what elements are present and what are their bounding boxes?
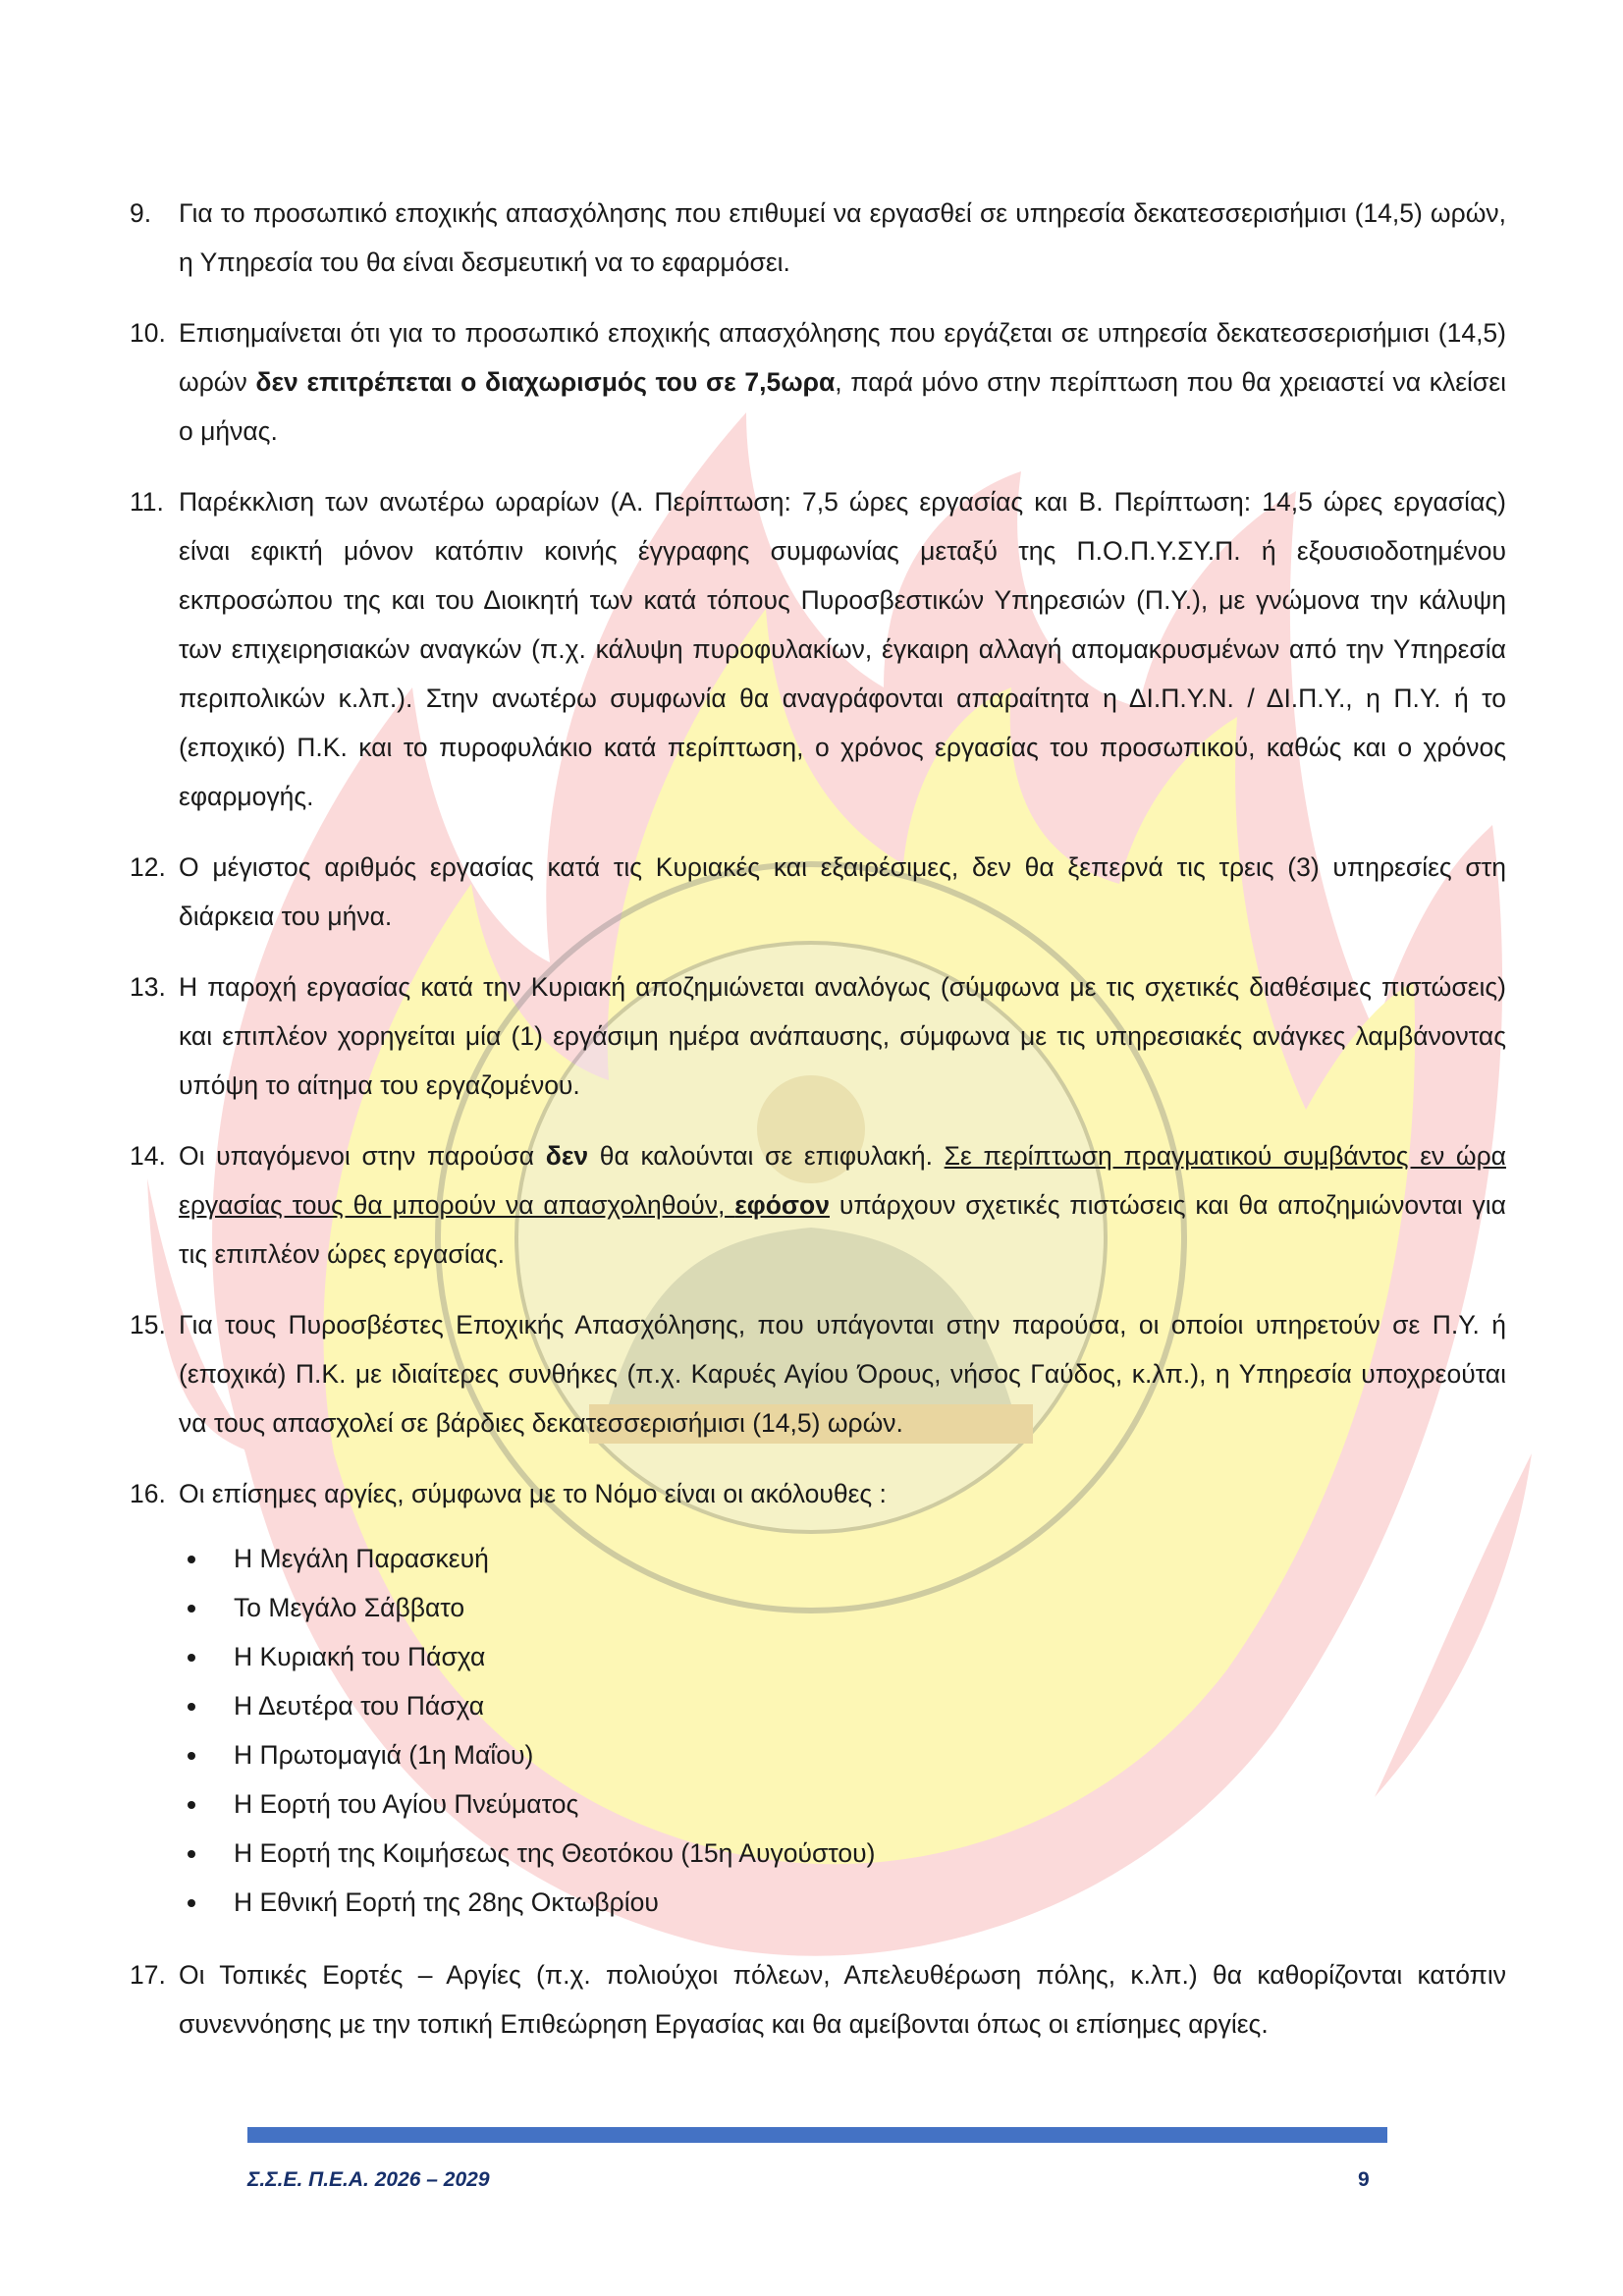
item-bold-text: δεν [545, 1141, 589, 1171]
item-number: 14. [130, 1141, 166, 1171]
item-number: 15. [130, 1310, 166, 1339]
item-text: Οι Τοπικές Εορτές – Αργίες (π.χ. πολιούχοι πόλεων, Απελευθέρωση πόλης, κ.λπ.) θα καθορίζονται κατόπιν συνεννόησης με την τοπική Επιθεώρηση Εργασίας και θα αμείβονται όπως οι επίσημες αργίες. [179, 1960, 1506, 2039]
item-text: Παρέκκλιση των ανωτέρω ωραρίων (Α. Περίπτωση: 7,5 ώρες εργασίας και Β. Περίπτωση: 14,5 ώρες εργασίας) είναι εφικτή μόνον κατόπιν κοινής έγγραφης συμφωνίας μεταξύ της Π.Ο.Π.Υ.ΣΥ.Π. ή εξουσιοδοτημένου εκπροσώπου της και του Διοικητή των κατά τόπους Πυροσβεστικών Υπηρεσιών (Π.Υ.), με γνώμονα την κάλυψη των επιχειρησιακών αναγκών (π.χ. κάλυψη πυροφυλακίων, έγκαιρη αλλαγή απομακρυσμένων από την Υπηρεσία περιπολικών κ.λπ.). Στην ανωτέρω συμφωνία θα αναγράφονται απαραίτητα η ΔΙ.Π.Υ.Ν. / ΔΙ.Π.Υ., η Π.Υ. ή το (εποχικό) Π.Κ. και το πυροφυλάκιο κατά περίπτωση, ο χρόνος εργασίας του προσωπικού, καθώς και ο χρόνος εφαρμογής. [179, 487, 1506, 811]
footer-doc-title: Σ.Σ.Ε. Π.Ε.Α. 2026 – 2029 [247, 2168, 490, 2191]
item-text: Για το προσωπικό εποχικής απασχόλησης που επιθυμεί να εργασθεί σε υπηρεσία δεκατεσσερισήμισι (14,5) ωρών, η Υπηρεσία του θα είναι δεσμευτική να το εφαρμόσει. [179, 198, 1506, 277]
item-bold-text: δεν επιτρέπεται ο διαχωρισμός του σε 7,5ωρα [255, 367, 836, 397]
list-item-9 [130, 189, 1506, 287]
bullet-icon [188, 1899, 195, 1907]
item-comma: , [717, 1190, 735, 1220]
holiday-text: Το Μεγάλο Σάββατο [234, 1593, 465, 1622]
holiday-text: Η Κυριακή του Πάσχα [234, 1642, 486, 1671]
holiday-item [135, 1779, 1506, 1829]
item-text-end: υπάρχουν σχετικές πιστώσεις και θα αποζημιώνονται για τις επιπλέον ώρες εργασίας. [179, 1190, 1506, 1269]
holidays-list [135, 1534, 1506, 1927]
list-item-14 [130, 1131, 1506, 1279]
holiday-item [135, 1730, 1506, 1779]
list-item-10 [130, 308, 1506, 456]
holiday-text: Η Εορτή του Αγίου Πνεύματος [234, 1789, 579, 1819]
list-item-13 [130, 962, 1506, 1110]
list-item-12 [130, 843, 1506, 941]
list-item-15 [130, 1300, 1506, 1448]
holiday-item [135, 1583, 1506, 1632]
item-underlined-text: Σε περίπτωση πραγματικού συμβάντος εν ώρα εργασίας τους θα μπορούν να απασχοληθούν [179, 1141, 1506, 1220]
item-number: 13. [130, 972, 166, 1002]
item-text-mid: θα καλούνται σε επιφυλακή. [588, 1141, 945, 1171]
holiday-item [135, 1632, 1506, 1681]
holiday-text: Η Εθνική Εορτή της 28ης Οκτωβρίου [234, 1887, 659, 1917]
item-text: Η παροχή εργασίας κατά την Κυριακή αποζημιώνεται αναλόγως (σύμφωνα με τις σχετικές διαθέσιμες πιστώσεις) και επιπλέον χορηγείται μία (1) εργάσιμη ημέρα ανάπαυσης, σύμφωνα με τις υπηρεσιακές ανάγκες λαμβάνοντας υπόψη το αίτημα του εργαζομένου. [179, 972, 1506, 1100]
item-number: 11. [130, 487, 164, 517]
bullet-icon [188, 1605, 195, 1613]
item-number: 9. [130, 198, 152, 228]
holiday-text: Η Δευτέρα του Πάσχα [234, 1691, 485, 1721]
holiday-item [135, 1878, 1506, 1927]
bullet-icon [188, 1850, 195, 1858]
holiday-item [135, 1534, 1506, 1583]
item-text: Οι επίσημες αργίες, σύμφωνα με το Νόμο είναι οι ακόλουθες : [179, 1479, 887, 1508]
bullet-icon [188, 1654, 195, 1662]
item-text: Επισημαίνεται ότι για το προσωπικό εποχικής απασχόλησης που εργάζεται σε υπηρεσία δεκατεσσερισήμισι (14,5) ωρών [179, 318, 1506, 397]
item-text: Οι υπαγόμενοι στην παρούσα [179, 1141, 546, 1171]
holiday-text: Η Μεγάλη Παρασκευή [234, 1544, 489, 1573]
holiday-item [135, 1829, 1506, 1878]
item-bold-underlined-text: εφόσον [734, 1190, 830, 1220]
item-number: 17. [130, 1960, 166, 1990]
document-body [130, 189, 1506, 2070]
bullet-icon [188, 1801, 195, 1809]
holiday-item [135, 1681, 1506, 1730]
bullet-icon [188, 1703, 195, 1711]
list-item-11 [130, 477, 1506, 821]
item-number: 10. [130, 318, 166, 348]
item-text: Ο μέγιστος αριθμός εργασίας κατά τις Κυριακές και εξαιρέσιμες, δεν θα ξεπερνά τις τρεις (3) υπηρεσίες στη διάρκεια του μήνα. [179, 852, 1506, 931]
holiday-text: Η Πρωτομαγιά (1η Μαΐου) [234, 1740, 534, 1770]
bullet-icon [188, 1752, 195, 1760]
item-text: Για τους Πυροσβέστες Εποχικής Απασχόλησης, που υπάγονται στην παρούσα, οι οποίοι υπηρετούν σε Π.Υ. ή (εποχικά) Π.Κ. με ιδιαίτερες συνθήκες (π.χ. Καρυές Αγίου Όρους, νήσος Γαύδος, κ.λπ.), η Υπηρεσία υποχρεούται να τους απασχολεί σε βάρδιες δεκατεσσερισήμισι (14,5) ωρών. [179, 1310, 1506, 1438]
page-number: 9 [1358, 2168, 1370, 2191]
item-number: 12. [130, 852, 166, 882]
list-item-17 [130, 1950, 1506, 2049]
list-item-16 [130, 1469, 1506, 1518]
holiday-text: Η Εορτή της Κοιμήσεως της Θεοτόκου (15η Αυγούστου) [234, 1838, 876, 1868]
item-number: 16. [130, 1479, 166, 1508]
footer-divider [247, 2127, 1387, 2143]
item-text-end: , παρά μόνο στην περίπτωση που θα χρειαστεί να κλείσει ο μήνας. [179, 367, 1506, 446]
bullet-icon [188, 1556, 195, 1563]
